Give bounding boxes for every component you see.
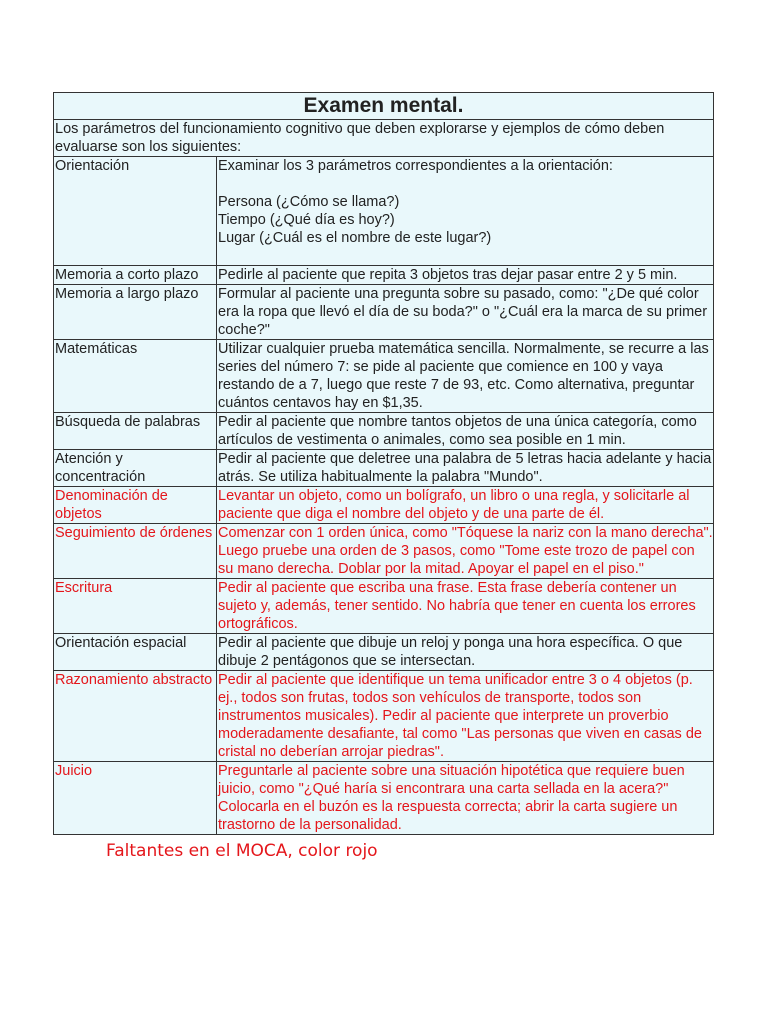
description-text: Preguntarle al paciente sobre una situación hipotética que requiere buen juicio, como "¿Qué haría si encontrara una carta sellada en la acera?" Colocarla en el buzón es la respuesta correcta; abrir la carta sugiere un trastorno de la personalidad. [218,763,685,833]
intro-row [54,120,714,157]
description-text: Utilizar cualquier prueba matemática sencilla. Normalmente, se recurre a las series del número 7: se pide al paciente que comience en 100 y vaya restando de a 7, luego que reste 7 de 93, etc. Como alternativa, preguntar cuántos centavos hay en $1,35. [218,341,709,411]
description-text: Pedir al paciente que nombre tantos objetos de una única categoría, como artículos de vestimenta o animales, como sea posible en 1 min. [218,414,697,448]
table-row [54,762,714,835]
description-text: Pedir al paciente que identifique un tema unificador entre 3 o 4 objetos (p. ej., todos son frutas, todos son vehículos de transporte, todos son instrumentos musicales). Pedir al paciente que interprete un proverbio moderadamente desafiante, tal como "Las personas que viven en casas de cristal no deberían arrojar piedras". [218,672,702,760]
description-text: Pedir al paciente que escriba una frase. Esta frase debería contener un sujeto y, además, tener sentido. No habría que tener en cuenta los errores ortográficos. [218,580,696,632]
description-cell [217,450,714,487]
description-cell [217,413,714,450]
description-text: Pedirle al paciente que repita 3 objetos tras dejar pasar entre 2 y 5 min. [218,267,678,283]
description-cell [217,487,714,524]
table-row [54,413,714,450]
parameter-cell: Orientación [54,157,217,266]
table-row [54,157,714,266]
description-text: Formular al paciente una pregunta sobre su pasado, como: "¿De qué color era la ropa que llevó el día de su boda?" o "¿Cuál era la marca de su primer coche?" [218,286,708,338]
parameter-cell: Matemáticas [54,340,217,413]
parameter-cell: Búsqueda de palabras [54,413,217,450]
table-row [54,634,714,671]
table-row [54,671,714,762]
parameter-cell: Atención y concentración [54,450,217,487]
table-title: Examen mental. [54,93,714,120]
table-row [54,487,714,524]
description-cell [217,579,714,634]
parameter-cell: Escritura [54,579,217,634]
table-row [54,524,714,579]
description-cell [217,671,714,762]
table-row [54,285,714,340]
description-cell [217,762,714,835]
mental-exam-table-body [54,93,714,835]
description-cell [217,524,714,579]
table-row [54,340,714,413]
parameter-cell: Orientación espacial [54,634,217,671]
parameter-cell: Memoria a largo plazo [54,285,217,340]
description-text: Comenzar con 1 orden única, como "Tóquese la nariz con la mano derecha". Luego pruebe una orden de 3 pasos, como "Tome este trozo de papel con su mano derecha. Doblar por la mitad. Apoyar el papel en el piso." [218,525,713,577]
description-text: Examinar los 3 parámetros correspondientes a la orientación: Persona (¿Cómo se llama?) Tiempo (¿Qué día es hoy?) Lugar (¿Cuál es el nombre de este lugar?) [218,158,613,246]
description-text: Levantar un objeto, como un bolígrafo, un libro o una regla, y solicitarle al paciente que diga el nombre del objeto y de una parte de él. [218,488,690,522]
table-row [54,266,714,285]
description-cell [217,634,714,671]
table-row [54,579,714,634]
footer-note: Faltantes en el MOCA, color rojo [106,841,378,861]
parameter-cell: Memoria a corto plazo [54,266,217,285]
description-cell [217,340,714,413]
mental-exam-table [53,92,714,835]
table-row [54,450,714,487]
description-text: Pedir al paciente que deletree una palabra de 5 letras hacia adelante y hacia atrás. Se utiliza habitualmente la palabra "Mundo". [218,451,712,485]
parameter-cell: Juicio [54,762,217,835]
parameter-cell: Razonamiento abstracto [54,671,217,762]
parameter-cell: Denominación de objetos [54,487,217,524]
description-text: Pedir al paciente que dibuje un reloj y ponga una hora específica. O que dibuje 2 pentágonos que se intersectan. [218,635,683,669]
title-row [54,93,714,120]
description-cell [217,157,714,266]
description-cell [217,266,714,285]
description-cell [217,285,714,340]
intro-text: Los parámetros del funcionamiento cognitivo que deben explorarse y ejemplos de cómo deben evaluarse son los siguientes: [54,120,714,157]
parameter-cell: Seguimiento de órdenes [54,524,217,579]
